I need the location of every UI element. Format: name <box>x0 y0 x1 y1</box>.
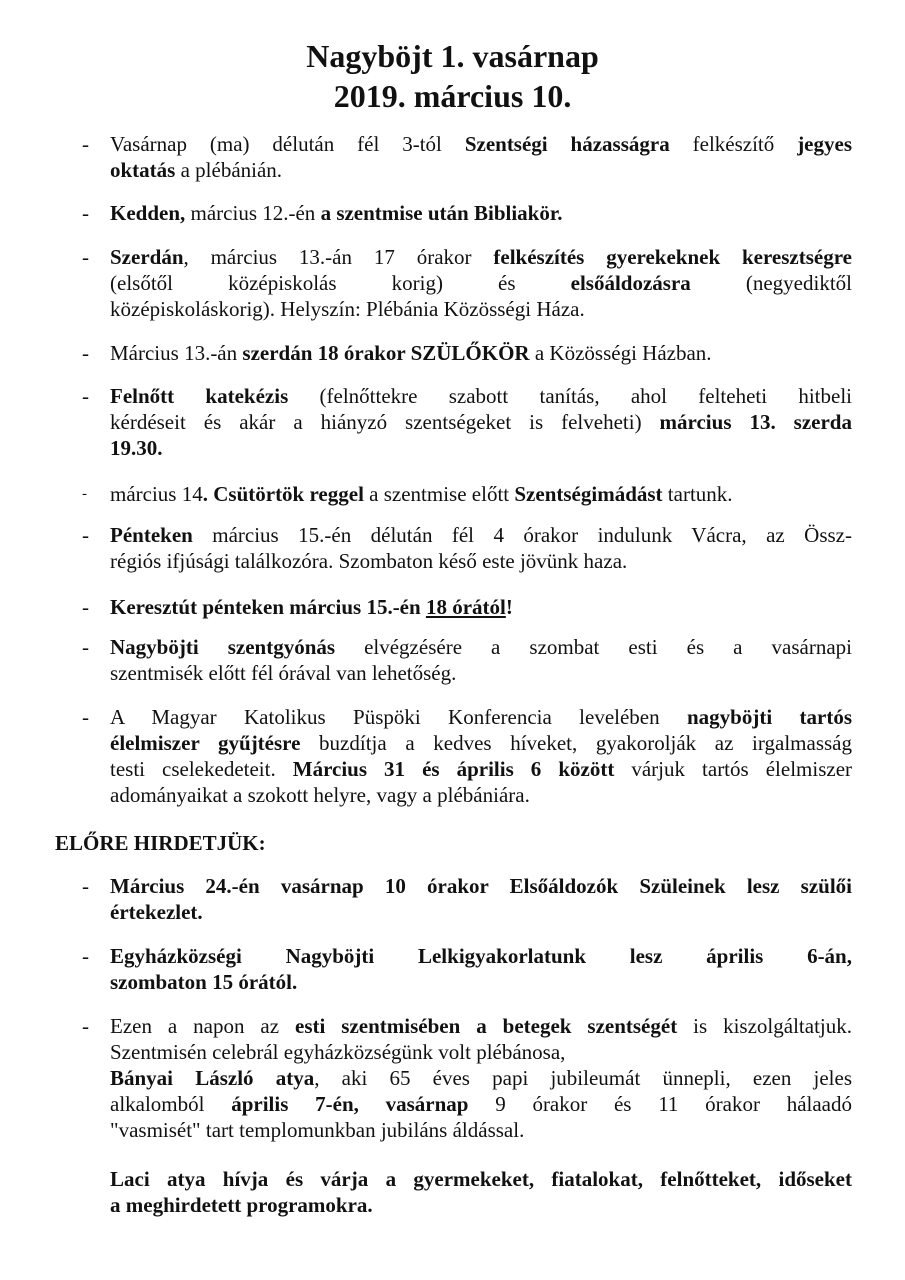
item-text: Március 13.-án szerdán 18 órakor SZÜLŐKÖR a Közösségi Házban. <box>110 341 712 365</box>
bullet-dash: - <box>82 705 89 729</box>
item-text: Felnőtt katekézis (felnőttekre szabott tanítás, ahol felteheti hitbeli kérdéseit és akár a hiányzó szentségeket is felveheti) március 13. szerda 19.30. <box>110 384 852 460</box>
bullet-dash: - <box>82 874 89 898</box>
item-text: A Magyar Katolikus Püspöki Konferencia levelében nagyböjti tartós élelmiszer gyűjtésre buzdítja a kedves híveket, gyakorolják az irgalmasság testi cselekedeteit. Március 31 és április 6 között várjuk tartós élelmiszer adományaikat a szokott helyre, vagy a plébániára. <box>110 705 853 807</box>
bullet-dash: - <box>82 486 87 502</box>
item-text: Március 24.-én vasárnap 10 órakor Elsőáldozók Szüleinek lesz szülői értekezlet. <box>110 874 852 924</box>
bullet-dash: - <box>82 523 89 547</box>
page-title: Nagyböjt 1. vasárnap <box>306 38 599 74</box>
closing-paragraph: Laci atya hívja és várja a gyermekeket, fiatalokat, felnőtteket, időseket a meghirdetett programokra. <box>110 1167 852 1217</box>
item-text: Ezen a napon az esti szentmisében a betegek szentségét is kiszolgáltatjuk. Szentmisén celebrál egyházközségünk volt plébánosa, Bányai László atya, aki 65 éves papi jubileumát ünnepli, ezen jeles alkalomból április 7-én, vasárnap 9 órakor és 11 órakor hálaadó "vasmisét" tart templomunkban jubiláns áldással. <box>110 1014 852 1142</box>
bullet-dash: - <box>82 132 89 156</box>
item-text: Nagyböjti szentgyónás elvégzésére a szombat esti és a vasárnapi szentmisék előtt fél órával van lehetőség. <box>110 635 852 685</box>
item-text: március 14. Csütörtök reggel a szentmise előtt Szentségimádást tartunk. <box>110 482 733 506</box>
bullet-dash: - <box>82 595 89 619</box>
bullet-dash: - <box>82 341 89 365</box>
bullet-dash: - <box>82 635 89 659</box>
bullet-dash: - <box>82 201 89 225</box>
item-text: Szerdán, március 13.-án 17 órakor felkészítés gyerekeknek keresztségre (elsőtől középiskolás korig) és elsőáldozásra (negyediktől középiskoláskorig). Helyszín: Plébánia Közösségi Háza. <box>110 245 853 321</box>
item-text: Egyházközségi Nagyböjti Lelkigyakorlatunk lesz április 6-án, szombaton 15 órától. <box>110 944 852 994</box>
bullet-dash: - <box>82 245 89 269</box>
item-text: Vasárnap (ma) délután fél 3-tól Szentségi házasságra felkészítő jegyes oktatás a plébánián. <box>110 132 852 182</box>
item-text: Pénteken március 15.-én délután fél 4 órakor indulunk Vácra, az Össz- régiós ifjúsági találkozóra. Szombaton késő este jövünk haza. <box>110 523 852 573</box>
bullet-dash: - <box>82 384 89 408</box>
advance-notice-heading: ELŐRE HIRDETJÜK: <box>55 831 266 855</box>
bullet-dash: - <box>82 944 89 968</box>
bullet-dash: - <box>82 1014 89 1038</box>
item-text: Keresztút pénteken március 15.-én 18 órától! <box>110 595 513 619</box>
page-date: 2019. március 10. <box>333 78 572 114</box>
item-text: Kedden, március 12.-én a szentmise után Bibliakör. <box>110 201 563 225</box>
